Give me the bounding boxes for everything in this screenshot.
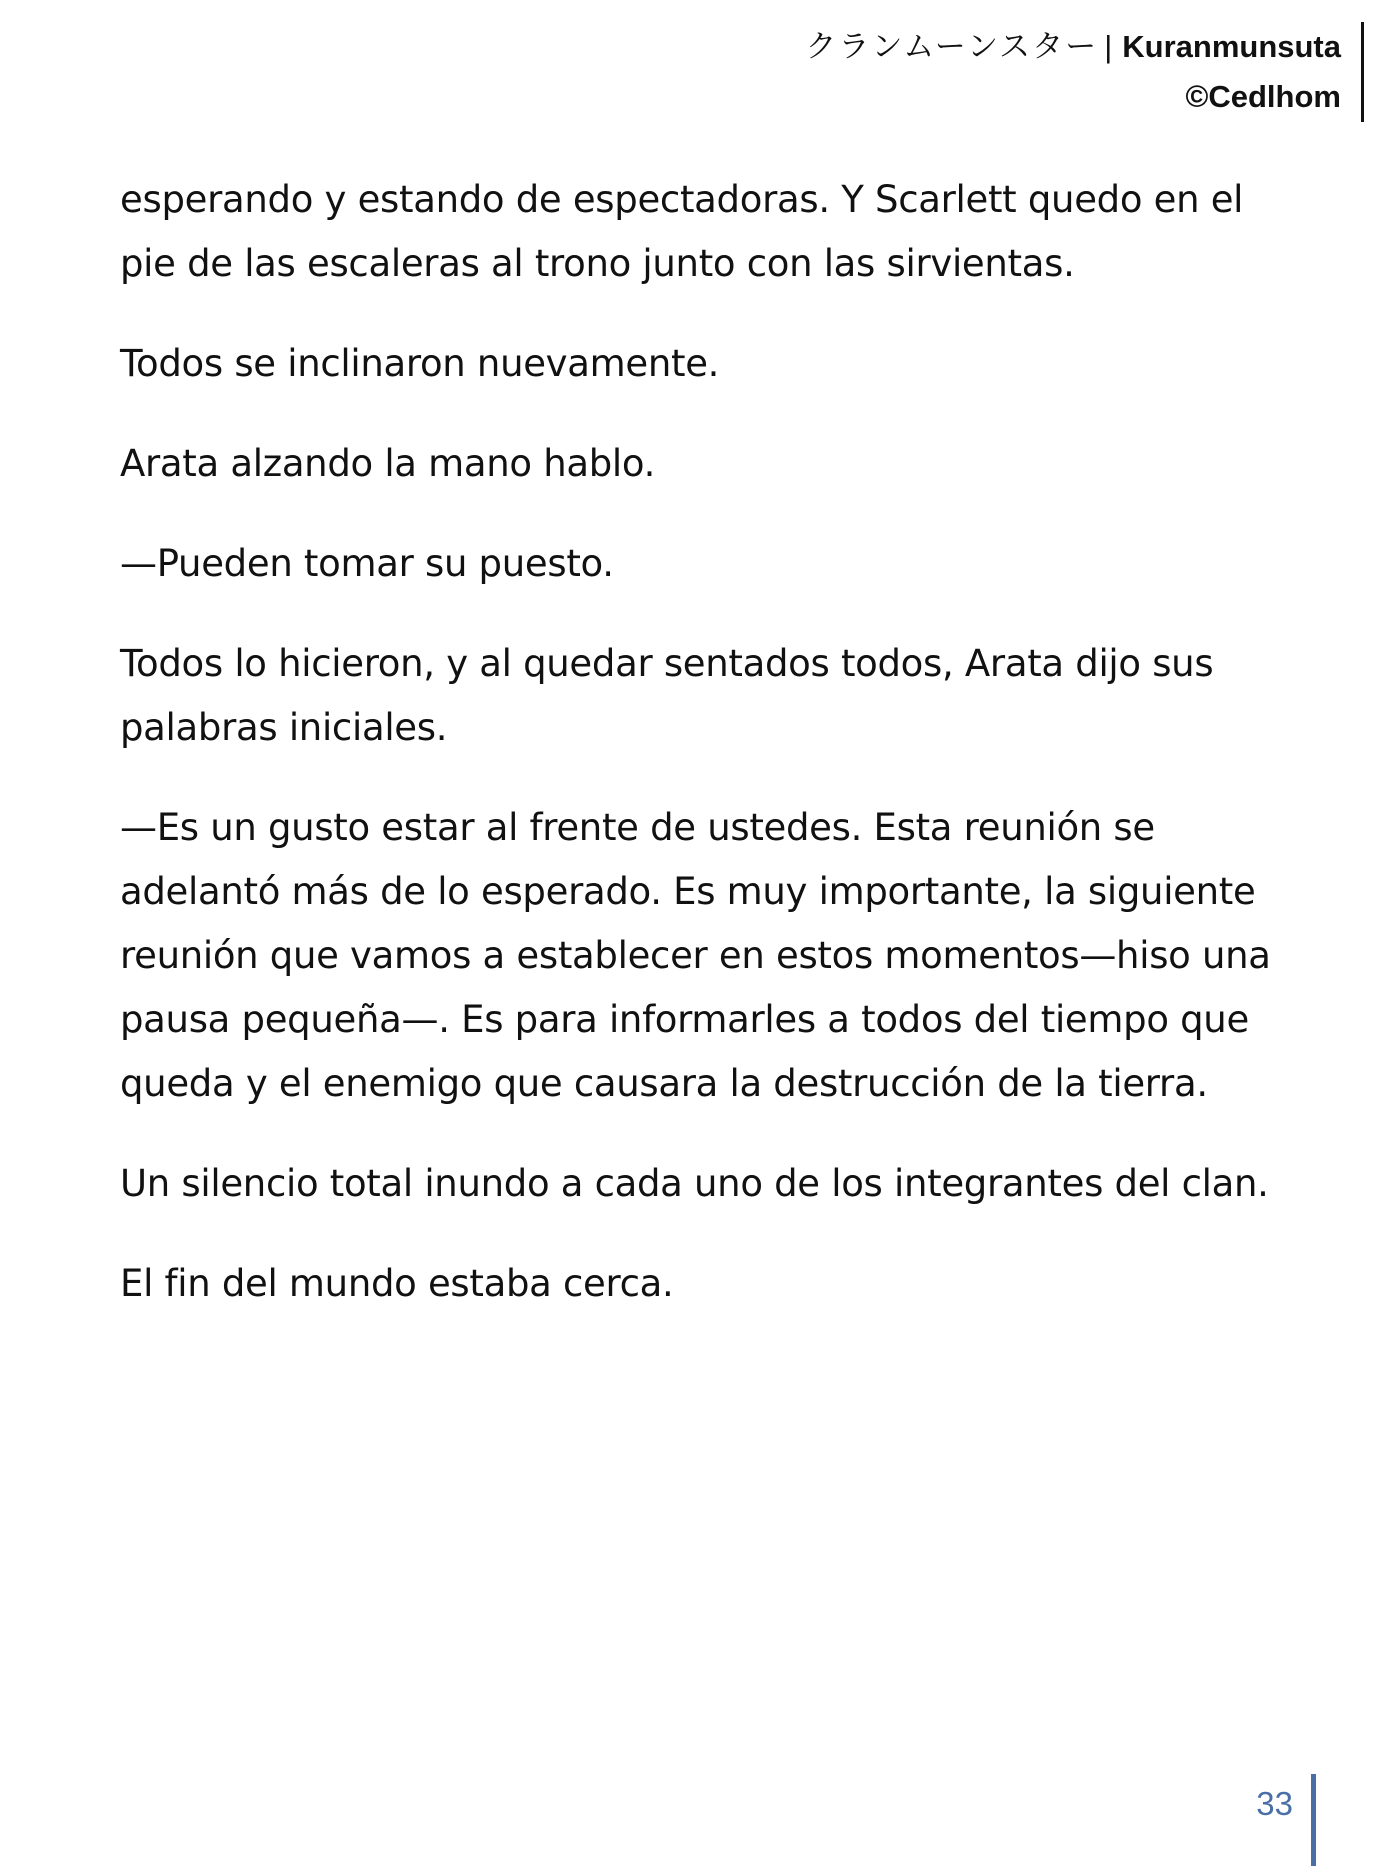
page-header [806,22,1364,122]
header-title-japanese: クランムーンスター [805,29,1099,64]
paragraph: Todos lo hicieron, y al quedar sentados todos, Arata dijo sus palabras iniciales. [120,642,1214,749]
paragraph: —Es un gusto estar al frente de ustedes. Esta reunión se adelantó más de lo esperado. Es muy importante, la siguiente reunión que vamos a establecer en estos momentos—hiso una pausa pequeña—. Es para informarles a todos del tiempo que queda y el enemigo que causara la destrucción de la tierra. [120,806,1271,1105]
header-title-line [806,22,1341,72]
paragraph: esperando y estando de espectadoras. Y Scarlett quedo en el pie de las escaleras al trono junto con las sirvientas. [120,178,1244,285]
header-separator: | [1104,29,1113,64]
header-copyright: ©Cedlhom [1185,79,1341,114]
paragraph: El fin del mundo estaba cerca. [120,1262,674,1305]
paragraph: Todos se inclinaron nuevamente. [120,342,720,385]
paragraph: Arata alzando la mano hablo. [120,442,656,485]
header-title-romaji: Kuranmunsuta [1122,29,1341,64]
paragraph: —Pueden tomar su puesto. [120,542,614,585]
page-number: 33 [1256,1774,1316,1866]
page-body [120,168,1280,1352]
paragraph: Un silencio total inundo a cada uno de los integrantes del clan. [120,1162,1269,1205]
